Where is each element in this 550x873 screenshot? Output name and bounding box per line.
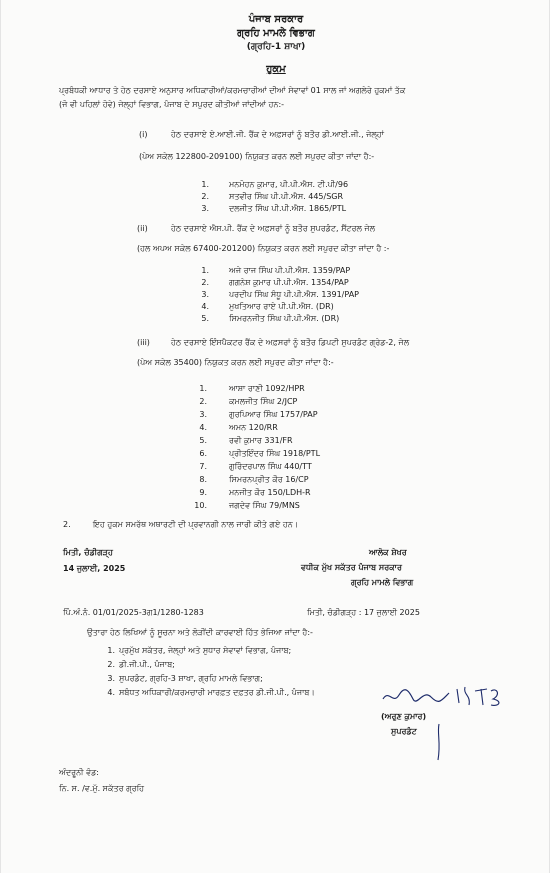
section-3-label: (iii) bbox=[137, 338, 150, 347]
list-item: ਸਬੰਧਤ ਅਧਿਕਾਰੀ/ਕਰਮਚਾਰੀ ਮਾਰਫ਼ਤ ਦਫ਼ਤਰ ਡੀ.ਜੀ.ਪੀ., ਪੰਜਾਬ। bbox=[119, 688, 315, 697]
list-item-number: 2. bbox=[107, 660, 115, 669]
list-item-number: 2. bbox=[201, 192, 209, 201]
list-item: ਕਮਲਜੀਤ ਸਿੰਘ 2/JCP bbox=[229, 397, 298, 406]
endorsement-place-date: ਮਿਤੀ, ਚੰਡੀਗੜ੍ਹ : 17 ਜੁਲਾਈ 2025 bbox=[307, 608, 420, 617]
list-item: ਸਿਮਰਨਜੀਤ ਸਿੰਘ ਪੀ.ਪੀ.ਐਸ. (DR) bbox=[229, 314, 340, 323]
list-item-number: 3. bbox=[201, 204, 209, 213]
list-item: ਆਸ਼ਾ ਰਾਣੀ 1092/HPR bbox=[229, 384, 305, 393]
issue-date: 14 ਜੁਲਾਈ, 2025 bbox=[63, 564, 126, 573]
intro-line-1: ਪ੍ਰਬੰਧਕੀ ਆਧਾਰ ਤੇ ਹੇਠ ਦਰਸਾਏ ਅਨੁਸਾਰ ਅਧਿਕਾਰੀਆਂ/ਕਰਮਚਾਰੀਆਂ ਦੀਆਂ ਸੇਵਾਵਾਂ 01 ਸਾਲ ਜਾਂ ਅਗਲੇਰੇ ਹੁਕਮਾਂ ਤੱਕ bbox=[59, 86, 406, 95]
list-item: ਪ੍ਰੀਤਇੰਦਰ ਸਿੰਘ 1918/PTL bbox=[229, 449, 321, 458]
header-branch: (ਗ੍ਰਹਿ-1 ਸ਼ਾਖਾ) bbox=[246, 42, 306, 52]
list-item: ਗੁਰਿੰਦਰਪਾਲ ਸਿੰਘ 440/TT bbox=[229, 462, 312, 471]
signatory-department: ਗ੍ਰਹਿ ਮਾਮਲੇ ਵਿਭਾਗ bbox=[351, 578, 414, 587]
internal-distribution-to: ਨਿ. ਸ. /ਵ.ਮੁੱ. ਸਕੱਤਰ ਗ੍ਰਹਿ bbox=[59, 784, 145, 793]
list-item: ਰਵੀ ਕੁਮਾਰ 331/FR bbox=[229, 436, 293, 445]
section-1-label: (i) bbox=[139, 130, 148, 139]
list-item: ਜਗਦੇਵ ਸਿੰਘ 79/MNS bbox=[229, 501, 300, 510]
list-item: ਮਨਜੀਤ ਕੌਰ 150/LDH-R bbox=[229, 488, 311, 497]
list-item-number: 6. bbox=[199, 449, 207, 458]
intro-line-2: (ਜੋ ਵੀ ਪਹਿਲਾਂ ਹੋਵੇ) ਜੇਲ੍ਹਾਂ ਵਿਭਾਗ, ਪੰਜਾਬ ਦੇ ਸਪੁਰਦ ਕੀਤੀਆਂ ਜਾਂਦੀਆਂ ਹਨ:- bbox=[59, 100, 285, 109]
list-item: ਸੁਪਰਡੰਟ, ਗ੍ਰਹਿ-3 ਸ਼ਾਖਾ, ਗ੍ਰਹਿ ਮਾਮਲੇ ਵਿਭਾਗ; bbox=[119, 674, 263, 683]
list-item-number: 4. bbox=[199, 423, 207, 432]
section-3-line-1: ਹੇਠ ਦਰਸਾਏ ਇੰਸਪੈਕਟਰ ਰੈਂਕ ਦੇ ਅਫ਼ਸਰਾਂ ਨੂੰ ਬਤੌਰ ਡਿਪਟੀ ਸੁਪਰਡੰਟ ਗ੍ਰੇਡ-2, ਜੇਲ bbox=[171, 338, 410, 347]
list-item-number: 1. bbox=[201, 180, 209, 189]
list-item: ਸਿਮਰਨਪ੍ਰੀਤ ਕੌਰ 16/CP bbox=[229, 475, 309, 484]
list-item-number: 1. bbox=[201, 266, 209, 275]
signatory-name: ਆਲੋਕ ਸ਼ੇਖਰ bbox=[369, 548, 407, 557]
endorsement-intro: ਉਤਾਰਾ ਹੇਠ ਲਿਖਿਆਂ ਨੂੰ ਸੂਚਨਾ ਅਤੇ ਲੋੜੀਂਦੀ ਕਾਰਵਾਈ ਹਿੱਤ ਭੇਜਿਆ ਜਾਂਦਾ ਹੈ:- bbox=[87, 628, 313, 637]
internal-distribution-label: ਅੰਦਰੂਨੀ ਵੰਡ: bbox=[59, 768, 99, 777]
issue-place: ਮਿਤੀ, ਚੰਡੀਗੜ੍ਹ bbox=[63, 548, 113, 557]
order-title: ਹੁਕਮ bbox=[266, 64, 286, 75]
list-item-number: 9. bbox=[199, 488, 207, 497]
para-2-text: ਇਹ ਹੁਕਮ ਸਮਰੱਥ ਅਥਾਰਟੀ ਦੀ ਪ੍ਰਵਾਨਗੀ ਨਾਲ ਜਾਰੀ ਕੀਤੇ ਗਏ ਹਨ। bbox=[93, 520, 299, 529]
list-item: ਮਨਮੋਹਨ ਕੁਮਾਰ, ਪੀ.ਪੀ.ਐਸ. ਟੀ.ਪੀ/96 bbox=[229, 180, 349, 189]
section-3-line-2: (ਪੇਅ ਸਕੇਲ 35400) ਨਿਯੁਕਤ ਕਰਨ ਲਈ ਸਪੁਰਦ ਕੀਤਾ ਜਾਂਦਾ ਹੈ:- bbox=[137, 358, 334, 367]
section-2-line-2: (ਹਲ ਅਪਅ ਸਕੇਲ 67400-201200) ਨਿਯੁਕਤ ਕਰਨ ਲਈ ਸਪੁਰਦ ਕੀਤਾ ਜਾਂਦਾ ਹੈ :- bbox=[137, 244, 390, 253]
officer-name: (ਅਰੁਣ ਕੁਮਾਰ) bbox=[381, 712, 427, 721]
list-item: ਪਰਦੀਪ ਸਿੰਘ ਸੰਧੂ ਪੀ.ਪੀ.ਐਸ. 1391/PAP bbox=[229, 290, 359, 299]
list-item-number: 7. bbox=[199, 462, 207, 471]
section-2-label: (ii) bbox=[137, 224, 148, 233]
list-item-number: 4. bbox=[107, 688, 115, 697]
list-item-number: 3. bbox=[201, 290, 209, 299]
list-item: ਅਜੇ ਰਾਜ ਸਿੰਘ ਪੀ.ਪੀ.ਐਸ. 1359/PAP bbox=[229, 266, 351, 275]
list-item: ਪ੍ਰਮੁੱਖ ਸਕੱਤਰ, ਜੇਲ੍ਹਾਂ ਅਤੇ ਸੁਧਾਰ ਸੇਵਾਵਾਂ ਵਿਭਾਗ, ਪੰਜਾਬ; bbox=[119, 646, 292, 655]
list-item: ਦਲਜੀਤ ਸਿੰਘ ਪੀ.ਪੀ.ਐਸ. 1865/PTL bbox=[229, 204, 347, 213]
list-item-number: 1. bbox=[199, 384, 207, 393]
list-item: ਗੁਰਪਿਆਰ ਸਿੰਘ 1757/PAP bbox=[229, 410, 318, 419]
section-1-line-1: ਹੇਠ ਦਰਸਾਏ ਏ.ਆਈ.ਜੀ. ਰੈਂਕ ਦੇ ਅਫ਼ਸਰਾਂ ਨੂੰ ਬਤੌਰ ਡੀ.ਆਈ.ਜੀ., ਜੇਲ੍ਹਾਂ bbox=[171, 130, 384, 139]
list-item-number: 10. bbox=[194, 501, 207, 510]
list-item-number: 2. bbox=[201, 278, 209, 287]
officer-designation: ਸੁਪਰਡੰਟ bbox=[391, 727, 417, 736]
header-department: ਗ੍ਰਹਿ ਮਾਮਲੇ ਵਿਭਾਗ bbox=[237, 28, 315, 39]
pen-tick-mark bbox=[431, 722, 447, 762]
section-1-line-2: (ਪੇਅ ਸਕੇਲ 122800-209100) ਨਿਯੁਕਤ ਕਰਨ ਲਈ ਸਪੁਰਦ ਕੀਤਾ ਜਾਂਦਾ ਹੈ:- bbox=[139, 152, 375, 161]
list-item-number: 5. bbox=[199, 436, 207, 445]
list-item-number: 4. bbox=[201, 302, 209, 311]
list-item: ਮੁਖਤਿਆਰ ਰਾਏ ਪੀ.ਪੀ.ਐਸ. (DR) bbox=[229, 302, 334, 311]
list-item-number: 5. bbox=[201, 314, 209, 323]
para-2-number: 2. bbox=[63, 520, 71, 529]
section-2-line-1: ਹੇਠ ਦਰਸਾਏ ਐਸ.ਪੀ. ਰੈਂਕ ਦੇ ਅਫ਼ਸਰਾਂ ਨੂੰ ਬਤੌਰ ਸੁਪਰਡੰਟ, ਸੈਂਟਰਲ ਜੇਲ bbox=[171, 224, 376, 233]
list-item: ਡੀ.ਜੀ.ਪੀ., ਪੰਜਾਬ; bbox=[119, 660, 175, 669]
list-item: ਗਗਨੇਸ਼ ਕੁਮਾਰ ਪੀ.ਪੀ.ਐਸ. 1354/PAP bbox=[229, 278, 349, 287]
list-item: ਸਤਵੀਰ ਸਿੰਘ ਪੀ.ਪੀ.ਐਸ. 445/SGR bbox=[229, 192, 344, 201]
endorsement-ref: ਪਿੰ.ਅੰ.ਨੰ. 01/01/2025-3ਗ1/1280-1283 bbox=[63, 608, 204, 617]
list-item-number: 3. bbox=[199, 410, 207, 419]
list-item-number: 2. bbox=[199, 397, 207, 406]
signatory-designation: ਵਧੀਕ ਮੁੱਖ ਸਕੱਤਰ ਪੰਜਾਬ ਸਰਕਾਰ bbox=[301, 563, 402, 572]
list-item-number: 3. bbox=[107, 674, 115, 683]
list-item-number: 1. bbox=[107, 646, 115, 655]
list-item: ਅਮਨ 120/RR bbox=[229, 423, 278, 432]
handwritten-signature bbox=[379, 683, 509, 709]
list-item-number: 8. bbox=[199, 475, 207, 484]
header-government: ਪੰਜਾਬ ਸਰਕਾਰ bbox=[248, 14, 304, 25]
